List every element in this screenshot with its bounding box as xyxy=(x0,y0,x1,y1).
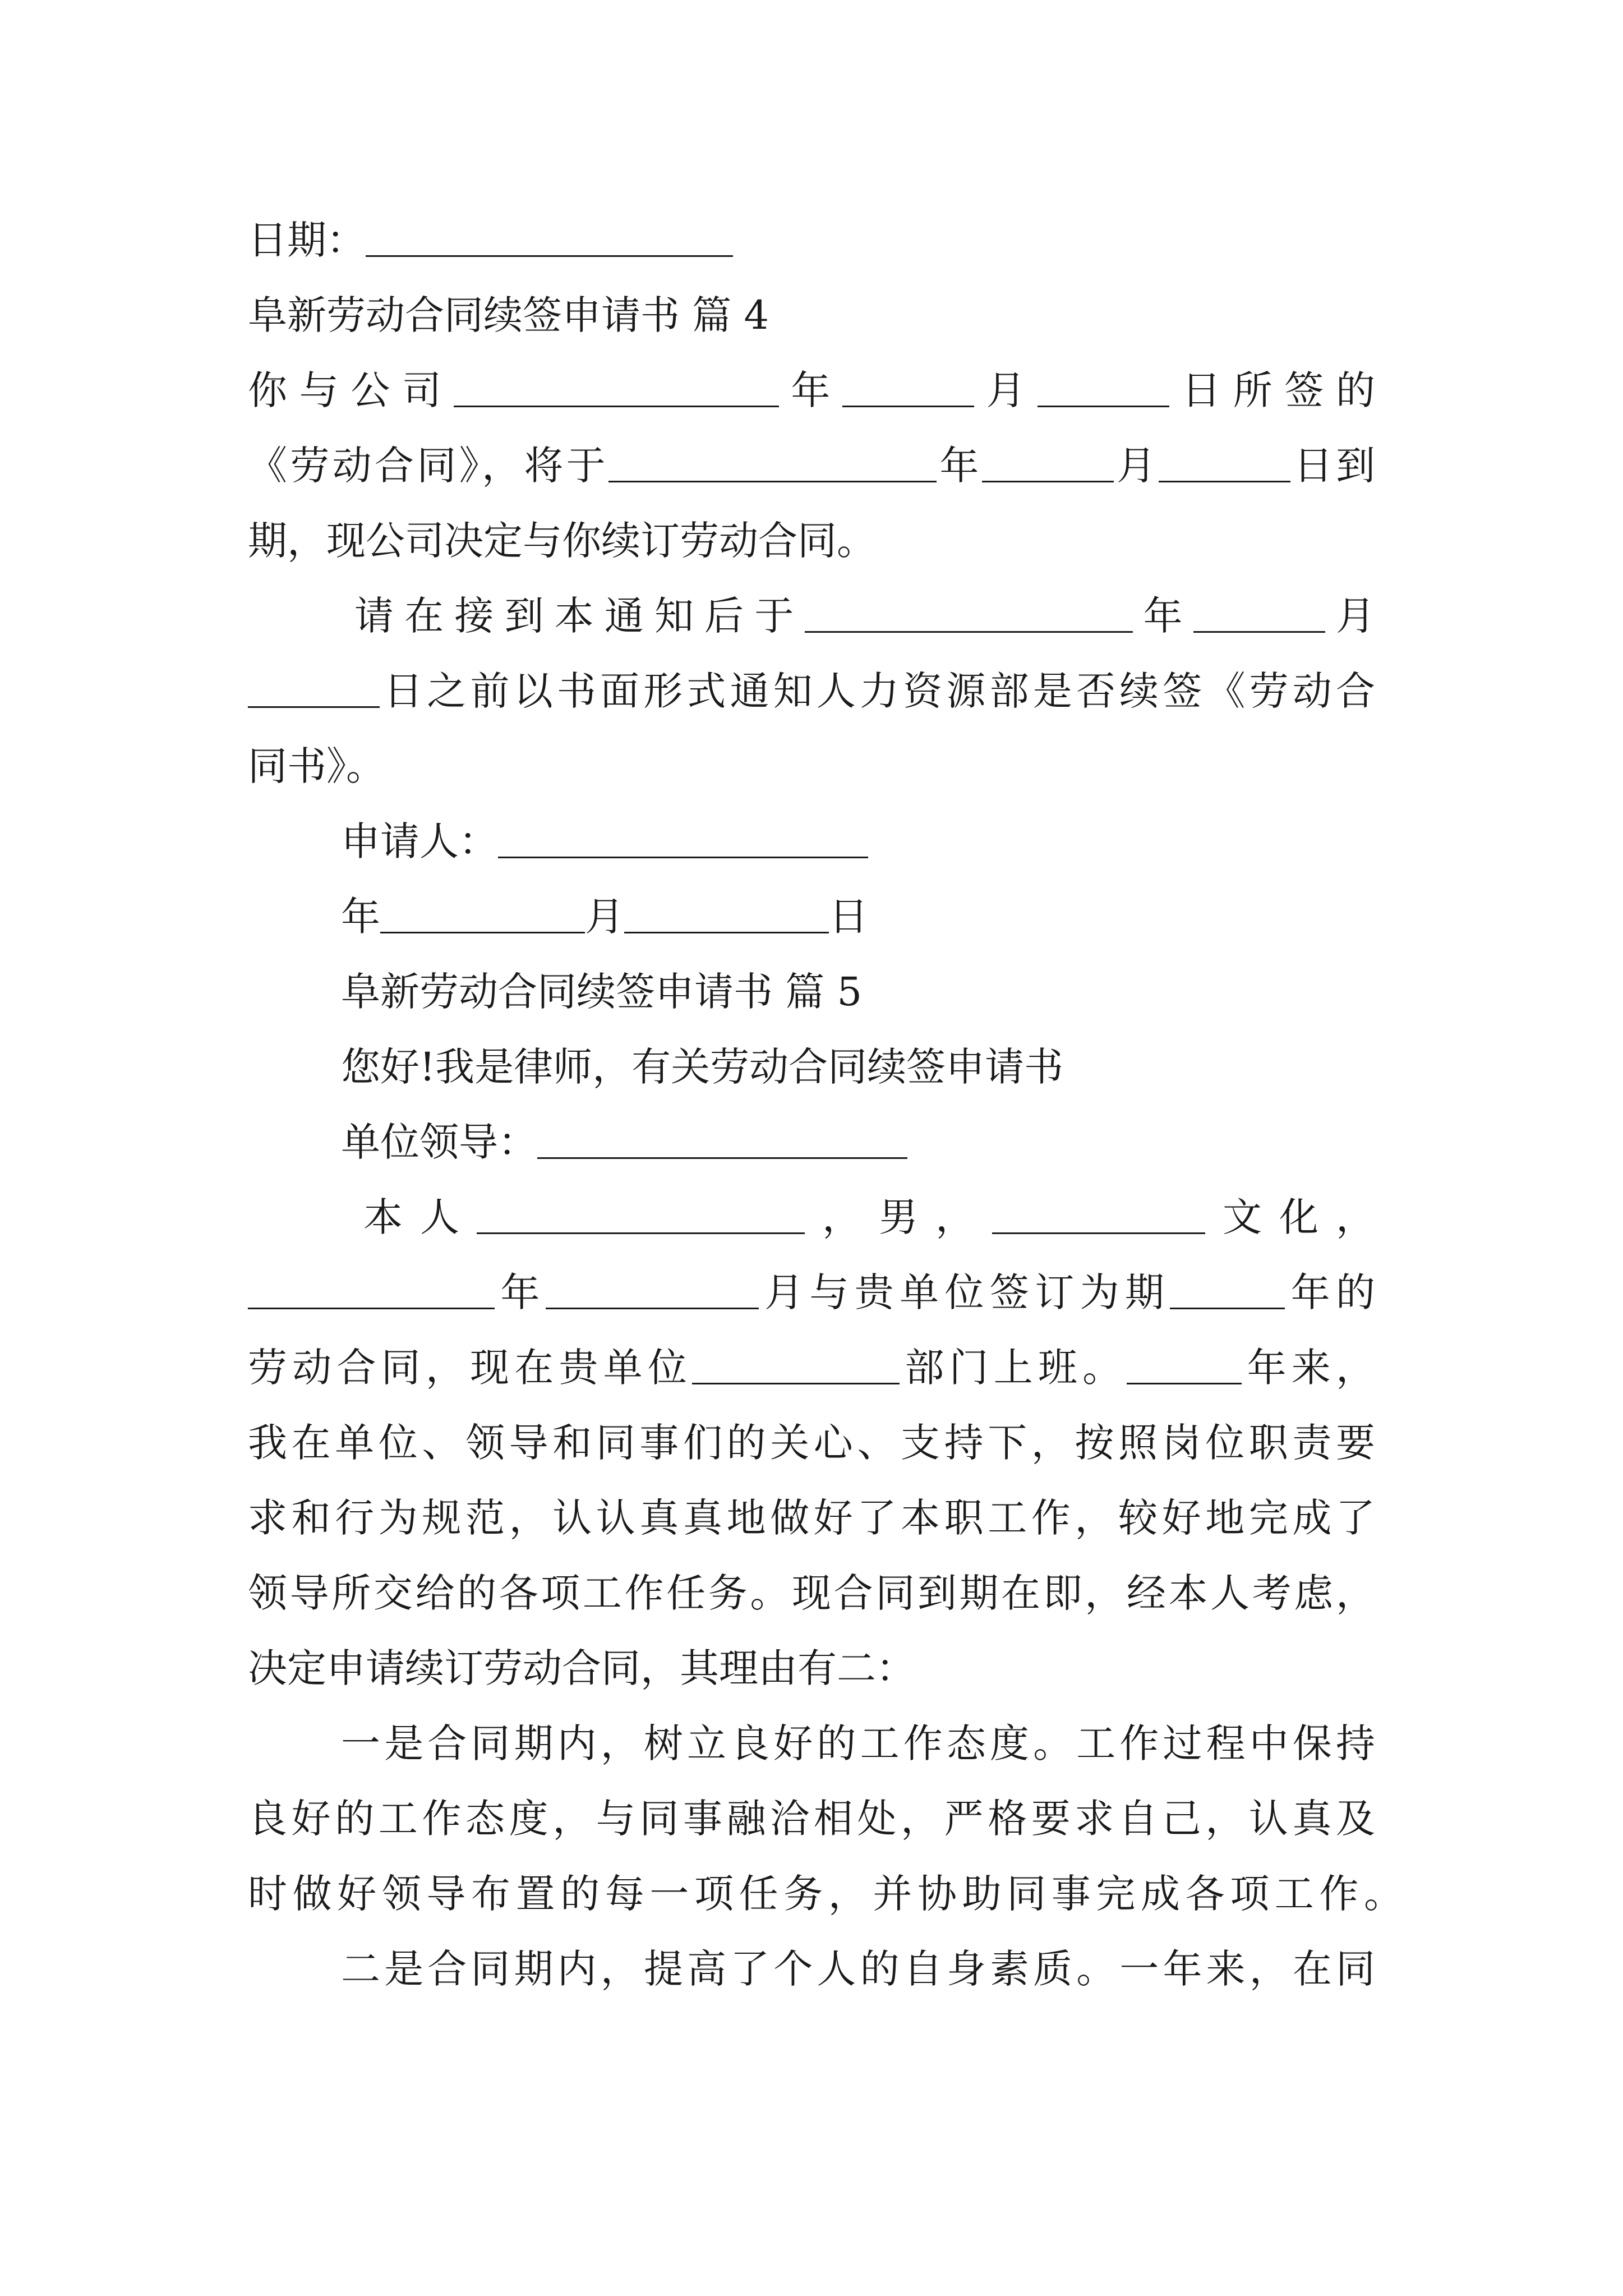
text-segment: 日所签的 xyxy=(1169,367,1376,413)
text-segment: 年 xyxy=(937,443,982,489)
date-blank xyxy=(366,215,733,257)
text-segment: 日之前以书面形式通知人力资源部是否续签《劳动合 xyxy=(380,668,1375,714)
text-segment: 你与公司 xyxy=(248,367,454,413)
paragraph-line: 同书》。 xyxy=(248,743,385,789)
text-segment: 月 xyxy=(1325,593,1376,639)
paragraph-line: 您好!我是律师，有关劳动合同续签申请书 xyxy=(341,1044,1064,1090)
leader-blank xyxy=(537,1117,907,1159)
paragraph-line: 二是合同期内，提高了个人的自身素质。一年来，在同 xyxy=(341,1946,1375,1992)
text-segment: 年 xyxy=(778,367,843,413)
term-blank xyxy=(1170,1267,1285,1309)
text-segment: 年 xyxy=(495,1269,546,1315)
year-blank xyxy=(805,591,1133,633)
signature-date-line xyxy=(341,889,1468,945)
month-blank xyxy=(1038,365,1169,407)
day-blank xyxy=(248,666,380,708)
paragraph-line: 求和行为规范，认认真真地做好了本职工作，较好地完成了 xyxy=(248,1495,1375,1541)
text-segment: 文化， xyxy=(1205,1194,1375,1240)
paragraph-line: 领导所交给的各项工作任务。现合同到期在即，经本人考虑， xyxy=(248,1570,1375,1616)
applicant-line xyxy=(341,813,1468,869)
paragraph-line xyxy=(354,588,1375,644)
paragraph-line: 良好的工作态度，与同事融洽相处，严格要求自己，认真及 xyxy=(248,1796,1375,1842)
month-blank xyxy=(624,891,829,933)
applicant-blank xyxy=(498,816,868,858)
leader-line xyxy=(341,1114,1468,1170)
text-segment: 年来， xyxy=(1242,1345,1376,1391)
paragraph-line: 我在单位、领导和同事们的关心、支持下，按照岗位职责要 xyxy=(248,1420,1375,1466)
year-blank xyxy=(842,365,974,407)
month-blank xyxy=(1193,591,1325,633)
date-line xyxy=(248,212,1375,268)
heading-part-4: 阜新劳动合同续签申请书 篇 4 xyxy=(248,292,769,338)
day-blank xyxy=(1159,440,1290,482)
text-segment: 《劳动合同》，将于 xyxy=(248,443,608,489)
text-segment: 请在接到本通知后于 xyxy=(354,593,805,639)
paragraph-line xyxy=(248,1264,1375,1320)
text-segment: 部门上班。 xyxy=(900,1345,1127,1391)
paragraph-line xyxy=(248,663,1375,719)
text-segment: 年的 xyxy=(1285,1269,1376,1315)
education-blank xyxy=(992,1192,1205,1234)
text-segment: 劳动合同，现在贵单位 xyxy=(248,1345,693,1391)
year-blank xyxy=(608,440,937,482)
paragraph-line xyxy=(248,1340,1375,1396)
month-blank xyxy=(546,1267,759,1309)
paragraph-line: 一是合同期内，树立良好的工作态度。工作过程中保持 xyxy=(341,1720,1375,1766)
department-blank xyxy=(692,1342,900,1384)
paragraph-line xyxy=(248,362,1375,418)
company-blank xyxy=(454,365,779,407)
text-segment: 本人 xyxy=(363,1194,477,1240)
text-segment: 月 xyxy=(974,367,1038,413)
text-segment: 月 xyxy=(1113,443,1159,489)
paragraph-line: 期，现公司决定与你续订劳动合同。 xyxy=(248,518,876,564)
paragraph-line xyxy=(248,438,1375,494)
text-segment: 年 xyxy=(341,894,380,940)
year-blank xyxy=(380,891,585,933)
date-label: 日期： xyxy=(248,217,366,263)
heading-part-5: 阜新劳动合同续签申请书 篇 5 xyxy=(341,969,863,1015)
month-blank xyxy=(982,440,1114,482)
text-segment: 月 xyxy=(585,894,624,940)
paragraph-line: 时做好领导布置的每一项任务，并协助同事完成各项工作。 xyxy=(248,1871,1403,1917)
text-segment: 日到 xyxy=(1290,443,1376,489)
name-blank xyxy=(477,1192,805,1234)
years-blank xyxy=(1127,1342,1242,1384)
text-segment: 月与贵单位签订为期 xyxy=(758,1269,1170,1315)
year-blank xyxy=(248,1267,495,1309)
text-segment: 年 xyxy=(1132,593,1193,639)
text-segment: ，男， xyxy=(805,1194,992,1240)
paragraph-line: 决定申请续订劳动合同，其理由有二： xyxy=(248,1645,915,1691)
paragraph-line xyxy=(363,1189,1375,1245)
leader-label: 单位领导： xyxy=(341,1119,537,1165)
applicant-label: 申请人： xyxy=(341,818,498,864)
text-segment: 日 xyxy=(829,894,868,940)
